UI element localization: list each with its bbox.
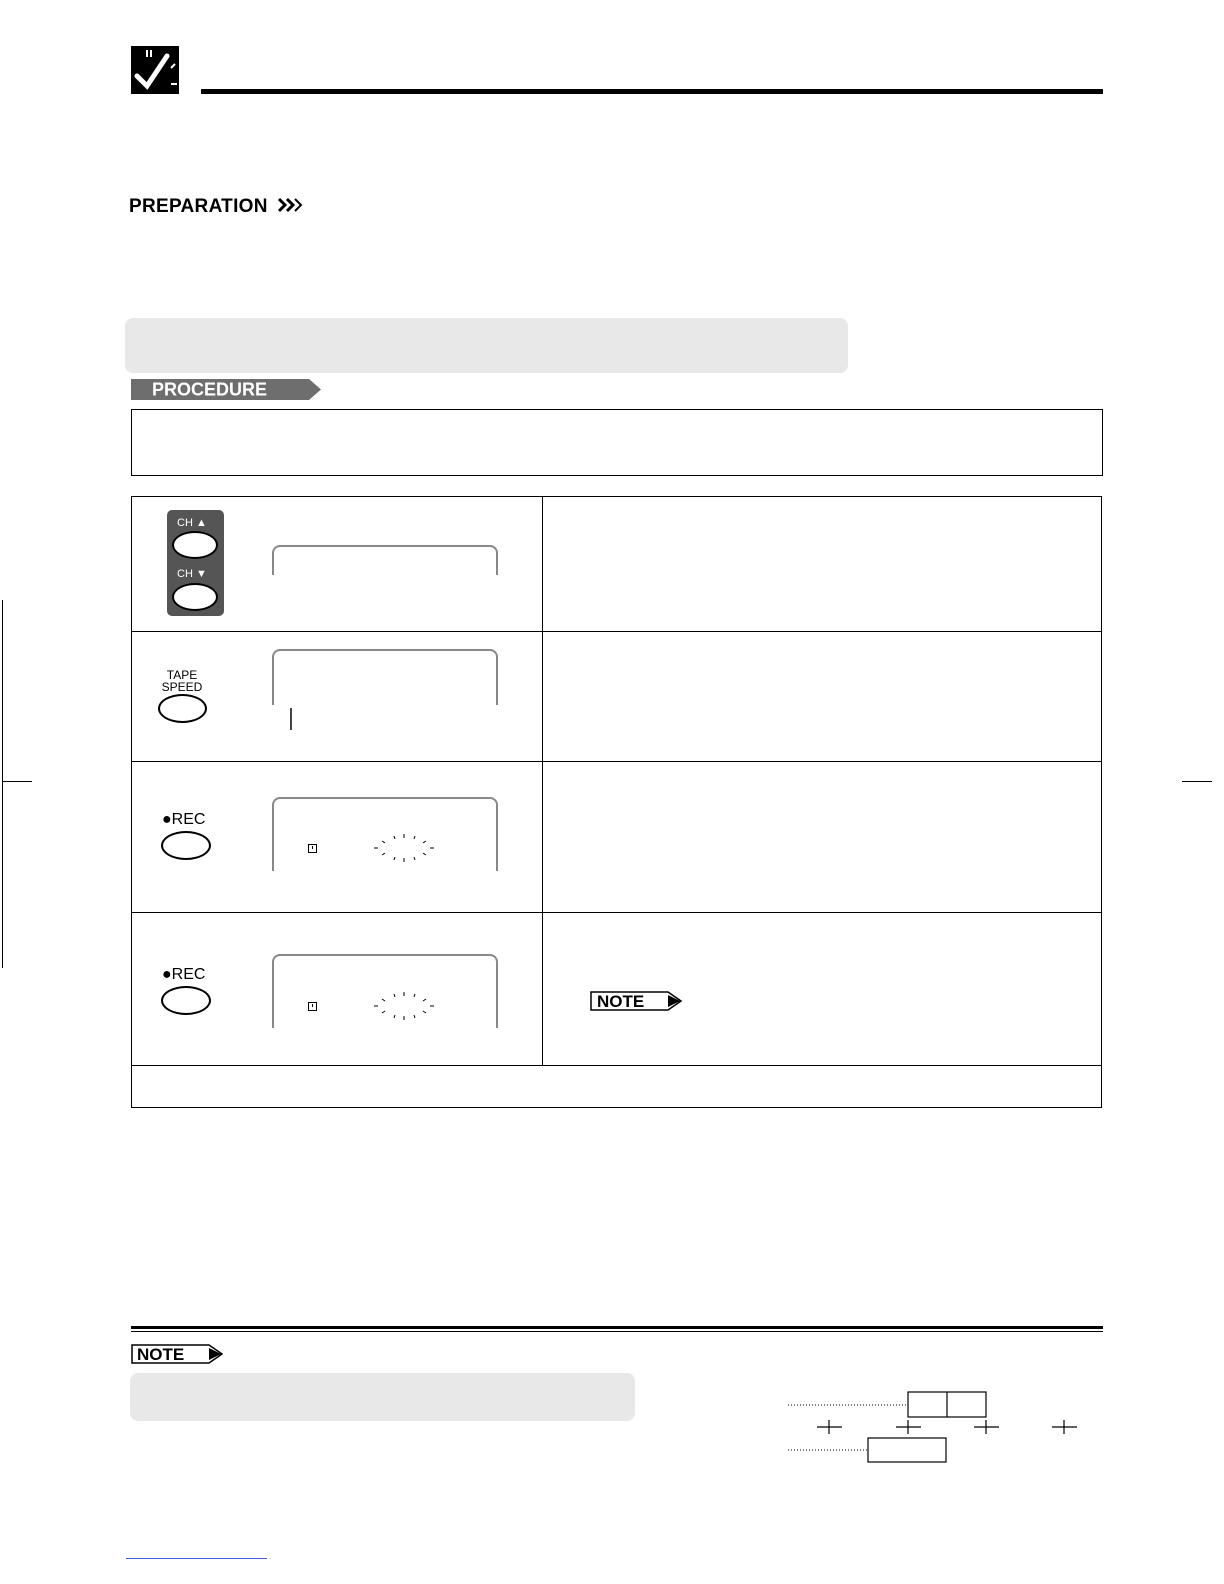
ch-down-button[interactable]: [172, 583, 218, 611]
note-banner: [130, 1373, 635, 1421]
ch-up-label: CH ▲: [177, 517, 207, 529]
bottom-note-label: NOTE: [137, 1345, 185, 1364]
rec-button[interactable]: [161, 831, 211, 860]
procedure-label: PROCEDURE: [152, 379, 268, 400]
rec-label: ●REC: [162, 966, 206, 983]
header-checkmark-icon: [131, 46, 179, 94]
connection-diagram: [786, 1388, 1086, 1468]
procedure-tag: [131, 379, 321, 400]
cursor-bar: [290, 708, 292, 730]
preparation-label: PREPARATION: [129, 196, 268, 217]
step-note-tag: [590, 991, 682, 1011]
rec-button[interactable]: [161, 986, 211, 1015]
procedure-box: [131, 409, 1103, 476]
blink-icon: [372, 833, 436, 863]
vcr-display: [272, 545, 498, 575]
timer-icon: [308, 844, 317, 853]
vcr-display: [272, 649, 498, 705]
row-divider: [132, 912, 1101, 913]
blink-icon: [372, 991, 436, 1021]
row-divider: [132, 1065, 1101, 1066]
tape-speed-button[interactable]: [158, 694, 207, 723]
footer-link-underline: [126, 1558, 267, 1559]
ch-up-button[interactable]: [172, 531, 218, 559]
preparation-heading: [129, 196, 305, 218]
triple-chevron-icon: [277, 197, 305, 213]
timer-icon: [308, 1002, 317, 1011]
section-banner: [125, 318, 848, 373]
column-divider: [542, 497, 543, 1065]
rec-label: ●REC: [162, 811, 206, 828]
crop-mark: [2, 781, 32, 782]
bottom-note-tag: [131, 1344, 223, 1364]
steps-table: [131, 496, 1102, 1108]
bottom-rule: [131, 1331, 1103, 1332]
tape-speed-label: TAPE SPEED: [161, 668, 203, 694]
header-rule: [201, 89, 1103, 94]
step-note-label: NOTE: [597, 992, 645, 1011]
row-divider: [132, 761, 1101, 762]
row-divider: [132, 631, 1101, 632]
ch-down-label: CH ▼: [177, 568, 207, 580]
bottom-rule: [131, 1326, 1103, 1329]
crop-mark: [1182, 781, 1212, 782]
crop-mark: [2, 600, 3, 968]
